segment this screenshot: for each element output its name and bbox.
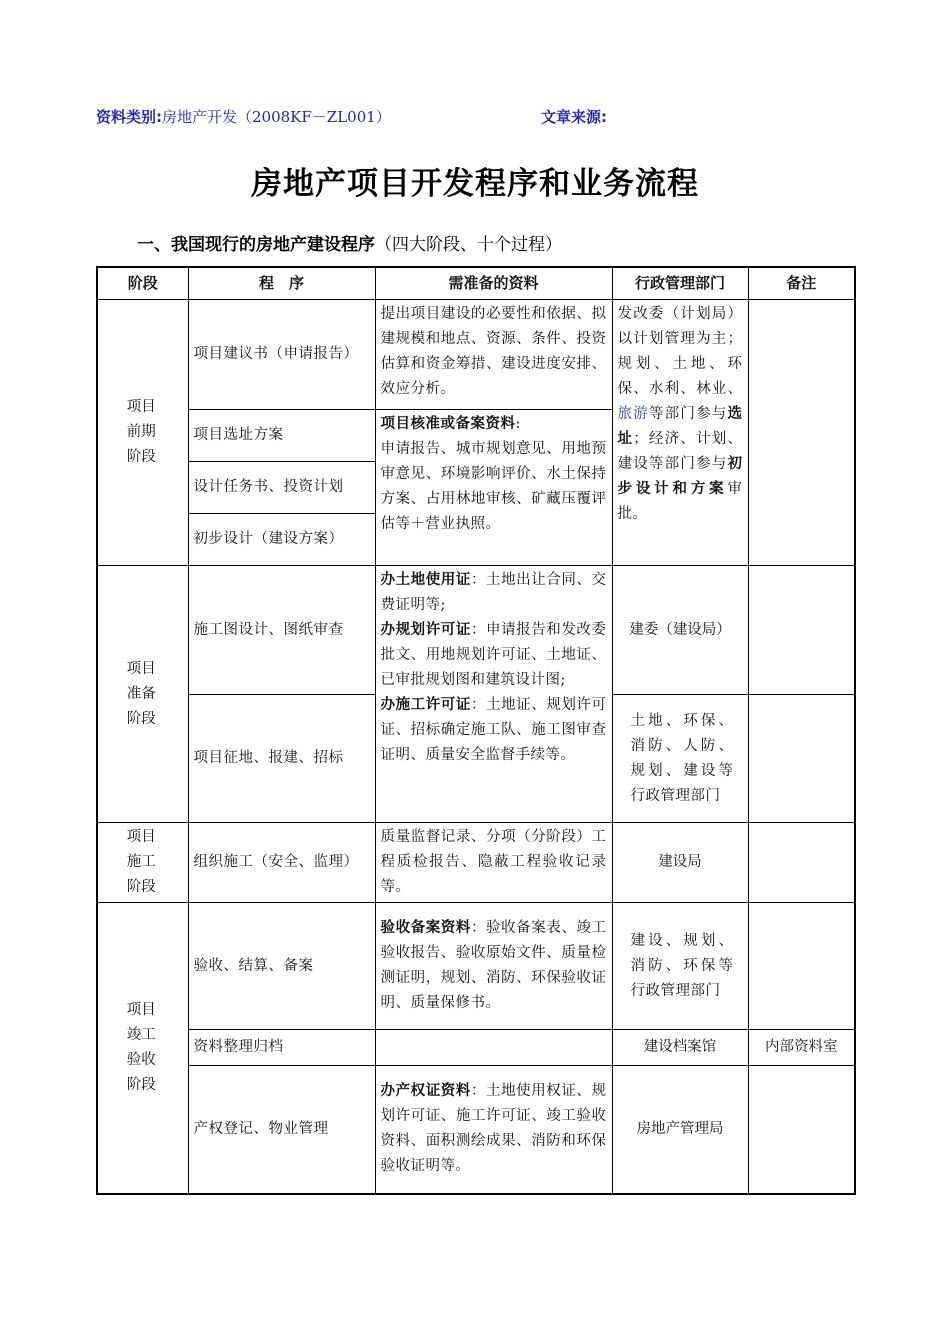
procedure-cell: 设计任务书、投资计划 — [188, 462, 375, 514]
notes-cell — [748, 566, 855, 694]
materials-cell: 办产权证资料：土地使用权证、规划许可证、施工许可证、竣工验收资料、面积测绘成果、消防和环保验收证明等。 — [375, 1065, 612, 1194]
source-label: 文章来源: — [541, 108, 607, 126]
department-cell: 发改委（计划局）以计划管理为主；规划、土地、环保、水利、林业、旅游等部门参与选址；经济、计划、建设等部门参与初步设计和方案审批。 — [612, 299, 748, 566]
notes-cell — [748, 903, 855, 1029]
notes-cell — [748, 1065, 855, 1194]
materials-cell: 项目核准或备案资料: 申请报告、城市规划意见、用地预审意见、环境影响评价、水土保持方案、占用林地审核、矿藏压覆评估等＋营业执照。 — [375, 409, 612, 565]
header-procedure: 程 序 — [188, 267, 375, 299]
procedure-cell: 施工图设计、图纸审查 — [188, 566, 375, 694]
table-row — [97, 1029, 855, 1065]
table-row — [97, 903, 855, 1029]
section-heading-text: 一、我国现行的房地产建设程序 — [137, 235, 375, 255]
header-materials: 需准备的资料 — [375, 267, 612, 299]
department-cell: 土地、环保、消防、人防、规划、建设等行政管理部门 — [612, 694, 748, 822]
stage-cell-construction: 项目 施工 阶段 — [97, 823, 188, 903]
table-header-row — [97, 267, 855, 299]
section-heading — [137, 230, 562, 255]
header-department: 行政管理部门 — [612, 267, 748, 299]
materials-cell: 质量监督记录、分项（分阶段）工程质检报告、隐蔽工程验收记录等。 — [375, 823, 612, 903]
category-value: 房地产开发（2008KF－ZL001） — [162, 108, 391, 126]
notes-cell: 内部资料室 — [748, 1029, 855, 1065]
procedure-cell: 验收、结算、备案 — [188, 903, 375, 1029]
category-line — [96, 106, 391, 127]
notes-cell — [748, 694, 855, 822]
procedure-cell: 组织施工（安全、监理） — [188, 823, 375, 903]
table-row — [97, 1065, 855, 1194]
department-cell: 建委（建设局） — [612, 566, 748, 694]
category-label: 资料类别: — [96, 108, 162, 126]
stage-cell-completion: 项目 竣工 验收 阶段 — [97, 903, 188, 1194]
procedure-cell: 项目征地、报建、招标 — [188, 694, 375, 822]
procedure-cell: 项目选址方案 — [188, 409, 375, 461]
procedure-cell: 资料整理归档 — [188, 1029, 375, 1065]
department-cell: 建设档案馆 — [612, 1029, 748, 1065]
process-table — [96, 266, 856, 1195]
table-row — [97, 299, 855, 409]
procedure-cell: 项目建议书（申请报告） — [188, 299, 375, 409]
section-heading-note: （四大阶段、十个过程） — [375, 235, 562, 255]
notes-cell — [748, 823, 855, 903]
department-cell: 建设局 — [612, 823, 748, 903]
department-cell: 房地产管理局 — [612, 1065, 748, 1194]
department-cell: 建设、规划、消防、环保等行政管理部门 — [612, 903, 748, 1029]
notes-cell — [748, 299, 855, 566]
header-stage: 阶段 — [97, 267, 188, 299]
procedure-cell: 产权登记、物业管理 — [188, 1065, 375, 1194]
procedure-cell: 初步设计（建设方案） — [188, 514, 375, 566]
table-row — [97, 566, 855, 694]
table-row — [97, 823, 855, 903]
materials-cell: 办土地使用证：土地出让合同、交费证明等; 办规划许可证：申请报告和发改委批文、用地规划许可证、土地证、已审批规划图和建筑设计图; 办施工许可证：土地证、规划许可证、招标确定施工队、施工图审查证明、质量安全监督手续等。 — [375, 566, 612, 823]
stage-cell-preliminary: 项目 前期 阶段 — [97, 299, 188, 566]
materials-cell: 提出项目建设的必要性和依据、拟建规模和地点、资源、条件、投资估算和资金筹措、建设进度安排、效应分析。 — [375, 299, 612, 409]
document-title: 房地产项目开发程序和业务流程 — [251, 166, 699, 202]
source-line — [541, 106, 607, 127]
materials-cell: 验收备案资料：验收备案表、竣工验收报告、验收原始文件、质量检测证明，规划、消防、环保验收证明、质量保修书。 — [375, 903, 612, 1029]
stage-cell-preparation: 项目 准备 阶段 — [97, 566, 188, 823]
materials-cell — [375, 1029, 612, 1065]
header-notes: 备注 — [748, 267, 855, 299]
